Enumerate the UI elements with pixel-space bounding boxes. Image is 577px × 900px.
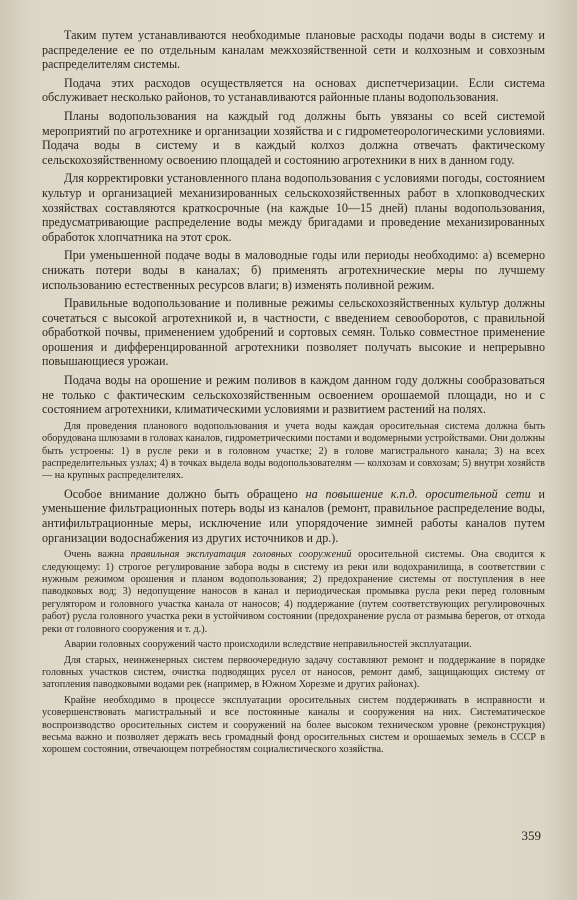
italic-term: правильная эксплуатация головных сооружений bbox=[130, 549, 352, 561]
paragraph: Планы водопользования на каждый год должны быть увязаны со всей системой мероприятий по агротехнике и организации хозяйства и с гидрометеорологическими условиями. Подача воды в систему и в каждый колхоз должна отвечать фактическому сельскохозяйственному освоению площадей и состоянию агротехники в них в данном году. bbox=[42, 108, 545, 167]
text-run: Очень важна bbox=[64, 549, 131, 561]
paragraph: Таким путем устанавливаются необходимые плановые расходы подачи воды в систему и распределение ее по отдельным каналам межхозяйственной сети и колхозным и совхозным распределителям системы. bbox=[42, 28, 545, 72]
text-run: оросительной системы. Она сводится к следующему: 1) строгое регулирование забора воды в систему из реки или водохранилища, в соответствии с нужным режимом орошения и планом водопользования; 2) предохранение системы от поступления в нее паводковых вод; 3) недопущение наносов в канал и периодическая промывка русла реки перед головным регулятором и головного участка канала от наносов; 4) поддержание (путем соответствующих регулировочных работ) русла головного участка реки в устойчивом состоянии (предохранение русла от размыва берегов, от отхода реки от головного сооружения и т. д.). bbox=[42, 549, 546, 635]
small-paragraph: Для старых, неинженерных систем первоочередную задачу составляют ремонт и поддержание в порядке головных участков систем, очистка подводящих русел от наносов, ремонт дамб, защищающих систему от затопления паводковыми водами рек (например, в Южном Хорезме и других районах). bbox=[42, 654, 545, 691]
small-paragraph: Крайне необходимо в процессе эксплуатации оросительных систем поддерживать в исправности и усовершенствовать магистральный и все постоянные каналы и сооружения на них. Систематическое воспроизводство оросительных систем и сооружений на более высоком техническом уровне (реконструкция) весьма важно и позволяет держать весь громадный фонд оросительных систем и орошаемых земель в СССР в хорошем состоянии, отвечающем потребностям социалистического хозяйства. bbox=[42, 694, 545, 756]
paragraph: Для корректировки установленного плана водопользования с условиями погоды, состоянием культур и организацией механизированных сельскохозяйственных работ в хлопководческих хозяйствах составляются краткосрочные (на каждые 10—15 дней) планы водопользования, предусматривающие распределение воды между бригадами и проведение механизированных обработок хлопчатника на этот срок. bbox=[42, 171, 545, 244]
main-text-emphasis bbox=[42, 487, 545, 545]
text-run: Особое внимание должно быть обращено bbox=[64, 486, 306, 501]
small-print-block-2 bbox=[42, 549, 545, 757]
text-run: и уменьшение фильтрационных потерь воды из каналов (ремонт, правильное распределение воды, антифильтрационные меры, исключение или упорядочение зимней работы каналов путем организации водоснабжения из других источников и др.). bbox=[42, 486, 546, 545]
paragraph: Подача воды на орошение и режим поливов в каждом данном году должны сообразоваться не только с фактическим сельскохозяйственным освоением орошаемой площади, но и с состоянием агротехники, климатическими условиями и развитием растений на полях. bbox=[42, 373, 545, 417]
paragraph: Подача этих расходов осуществляется на основах диспетчеризации. Если система обслуживает несколько районов, то устанавливаются районные планы водопользования. bbox=[42, 75, 545, 105]
paragraph-emphasis bbox=[42, 487, 545, 545]
paragraph: При уменьшенной подаче воды в маловодные годы или периоды необходимо: а) всемерно снижать потери воды в каналах; б) применять агротехнические меры по лучшему использованию естественных ресурсов влаги; в) изменять поливной режим. bbox=[42, 248, 545, 292]
small-print-block-1 bbox=[42, 421, 545, 483]
small-paragraph: Аварии головных сооружений часто происходили вследствие неправильностей эксплуатации. bbox=[64, 639, 472, 651]
paragraph: Правильные водопользование и поливные режимы сельскохозяйственных культур должны сочетаться с высокой агротехникой и, в частности, с введением севооборотов, с правильной обработкой почвы, применением удобрений и сортовых семян. Только совместное применение орошения и дифференцированной агротехники позволяет получать высокие и непрерывно повышающиеся урожаи. bbox=[42, 296, 545, 369]
small-paragraph: Для проведения планового водопользования и учета воды каждая оросительная система должна быть оборудована шлюзами в головах каналов, гидрометрическими постами и водомерными устройствами. Они должны быть устроены: 1) в русле реки и в головном участке; 2) в голове магистрального канала; 3) на всех распределительных узлах; 4) в точках выдела воды водопользователям — колхозам и совхозам; 5) внутри хозяйств — на крупных распределителях. bbox=[42, 420, 545, 482]
italic-term: на повышение к.п.д. оросительной сети bbox=[305, 486, 531, 501]
small-paragraph-ops bbox=[42, 549, 545, 636]
page-number: 359 bbox=[521, 828, 541, 843]
main-text-top bbox=[42, 28, 545, 417]
